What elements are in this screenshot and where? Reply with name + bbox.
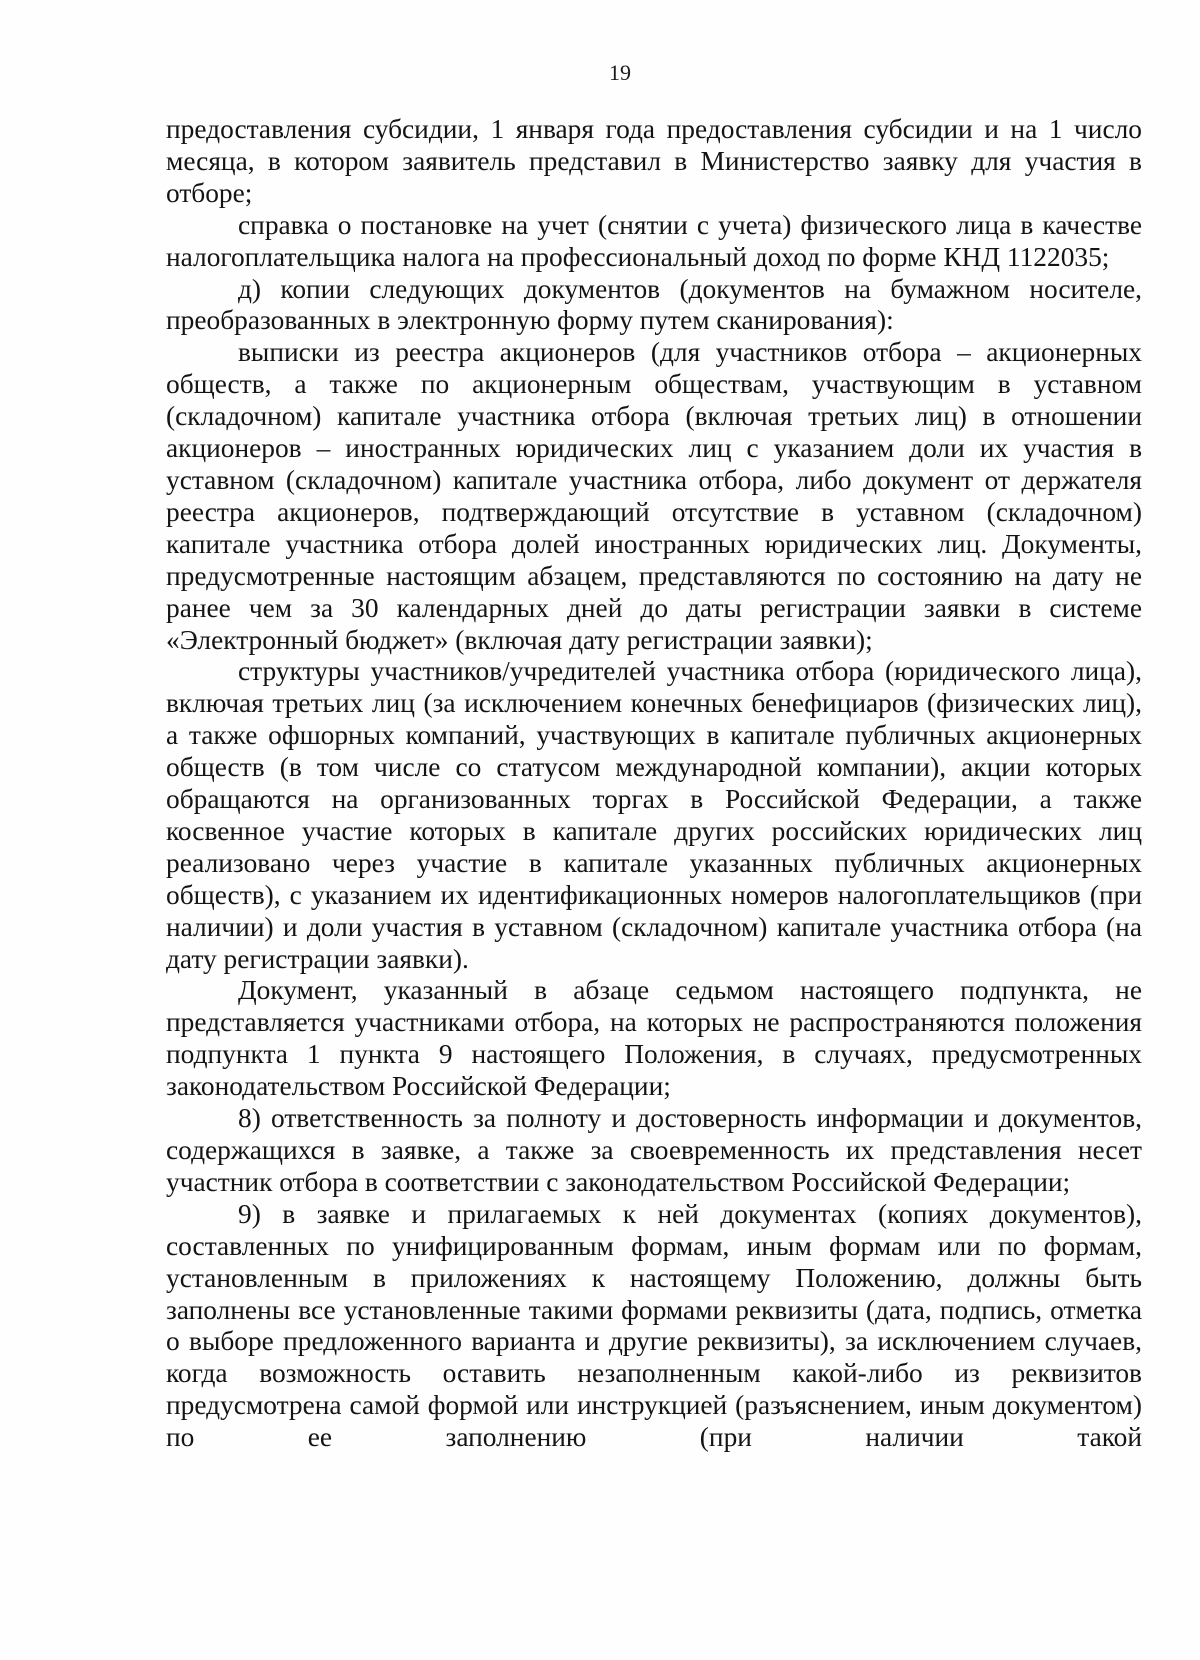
paragraph-tax-certificate: справка о постановке на учет (снятии с учета) физического лица в качестве налогоплательщика налога на профессиональный доход по форме КНД 1122035; (166, 209, 1142, 272)
paragraph-responsibility: 8) ответственность за полноту и достоверность информации и документов, содержащихся в заявке, а также за своевременность их представления несет участник отбора в соответствии с законодательством Российской Федерации; (166, 1103, 1142, 1197)
document-body (166, 114, 1142, 1454)
paragraph-participant-structure: структуры участников/учредителей участника отбора (юридического лица), включая третьих лиц (за исключением конечных бенефициаров (физических лиц), а также офшорных компаний, участвующих в капитале публичных акционерных обществ (в том числе со статусом международной компании), акции которых обращаются на организованных торгах в Российской Федерации, а также косвенное участие которых в капитале других российских юридических лиц реализовано через участие в капитале указанных публичных акционерных обществ), с указанием их идентификационных номеров налогоплательщиков (при наличии) и доли участия в уставном (складочном) капитале участника отбора (на дату регистрации заявки). (166, 656, 1142, 974)
paragraph-form-requisites: 9) в заявке и прилагаемых к ней документах (копиях документов), составленных по унифицированным формам, иным формам или по формам, установленным в приложениях к настоящему Положению, должны быть заполнены все установленные такими формами реквизиты (дата, подпись, отметка о выборе предложенного варианта и другие реквизиты), за исключением случаев, когда возможность оставить незаполненным какой-либо из реквизитов предусмотрена самой формой или инструкцией (разъяснением, иным документом) по ее заполнению (при наличии такой (166, 1198, 1142, 1453)
paragraph-document-copies: д) копии следующих документов (документов на бумажном носителе, преобразованных в электронную форму путем сканирования): (166, 273, 1142, 336)
page-number: 19 (609, 60, 631, 85)
paragraph-shareholder-register: выписки из реестра акционеров (для участников отбора – акционерных обществ, а также по акционерным обществам, участвующим в уставном (складочном) капитале участника отбора (включая третьих лиц) в отношении акционеров – иностранных юридических лиц с указанием доли их участия в уставном (складочном) капитале участника отбора, либо документ от держателя реестра акционеров, подтверждающий отсутствие в уставном (складочном) капитале участника отбора долей иностранных юридических лиц. Документы, предусмотренные настоящим абзацем, представляются по состоянию на дату не ранее чем за 30 календарных дней до даты регистрации заявки в системе «Электронный бюджет» (включая дату регистрации заявки); (166, 337, 1142, 655)
paragraph-subsidy-dates: предоставления субсидии, 1 января года предоставления субсидии и на 1 число месяца, в котором заявитель представил в Министерство заявку для участия в отборе; (166, 114, 1142, 208)
paragraph-document-exemption: Документ, указанный в абзаце седьмом настоящего подпункта, не представляется участниками отбора, на которых не распространяются положения подпункта 1 пункта 9 настоящего Положения, в случаях, предусмотренных законодательством Российской Федерации; (166, 975, 1142, 1102)
